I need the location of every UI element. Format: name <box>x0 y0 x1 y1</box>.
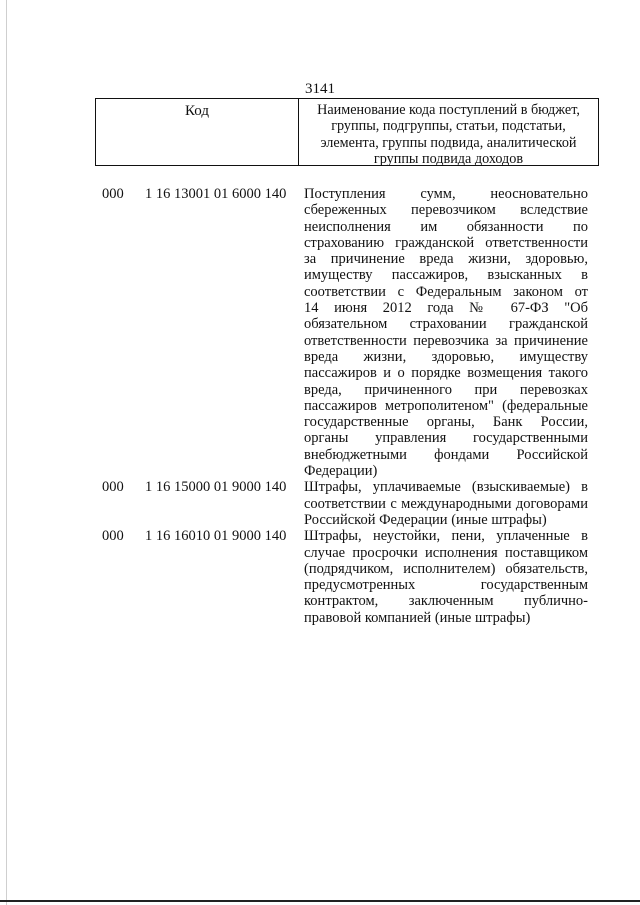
description-line: Российской Федерации (иные штрафы) <box>304 511 547 528</box>
description-line: ответственности перевозчика за причинение <box>304 332 588 349</box>
revenue-description <box>304 479 588 528</box>
description-line: соответствии с Федеральным законом от <box>304 283 588 300</box>
description-line: неисполнения им обязанности по <box>304 218 588 235</box>
description-line: пассажиров и о порядке возмещения такого <box>304 365 588 382</box>
description-line: Поступления сумм, неосновательно <box>304 186 588 202</box>
revenue-code: 1 16 13001 01 6000 140 <box>145 186 287 202</box>
description-line: имуществу пассажиров, взысканных в <box>304 267 588 284</box>
description-line: пассажиров метрополитеном" (федеральные <box>304 397 588 414</box>
revenue-description <box>304 186 588 479</box>
header-name-line: Наименование кода поступлений в бюджет, <box>317 102 580 118</box>
header-code-cell: Код <box>96 99 299 165</box>
revenue-description <box>304 528 588 626</box>
header-name-cell <box>299 99 598 165</box>
description-line: правовой компанией (иные штрафы) <box>304 609 531 626</box>
description-line: обязательном страховании гражданской <box>304 316 588 333</box>
description-line: страхованию гражданской ответственности <box>304 234 588 251</box>
header-name-line: группы, подгруппы, статьи, подстатьи, <box>331 118 566 135</box>
page-number: 3141 <box>305 81 335 97</box>
table-row <box>0 186 640 479</box>
admin-code: 000 <box>102 528 124 545</box>
description-line: соответствии с международными договорами <box>304 495 588 512</box>
description-line: за причинение вреда жизни, здоровью, <box>304 251 588 268</box>
description-line: Штрафы, неустойки, пени, уплаченные в <box>304 528 588 545</box>
description-line: внебюджетными фондами Российской <box>304 446 588 463</box>
header-name-line: элемента, группы подвида, аналитической <box>320 134 577 151</box>
revenue-code: 1 16 16010 01 9000 140 <box>145 528 287 545</box>
description-line: сбереженных перевозчиком вследствие <box>304 202 588 219</box>
description-line: контрактом, заключенным публично- <box>304 593 588 610</box>
revenue-code: 1 16 15000 01 9000 140 <box>145 479 287 496</box>
description-line: Штрафы, уплачиваемые (взыскиваемые) в <box>304 479 588 496</box>
description-line: предусмотренных государственным <box>304 577 588 594</box>
description-line: (подрядчиком, исполнителем) обязательств, <box>304 560 588 577</box>
description-line: органы управления государственными <box>304 430 588 447</box>
table-row <box>0 479 640 528</box>
description-line: вреда, причиненного при перевозках <box>304 381 588 398</box>
table-body <box>0 186 640 626</box>
description-line: 14 июня 2012 года № 67-ФЗ "Об <box>304 300 588 317</box>
description-line: случае просрочки исполнения поставщиком <box>304 544 588 561</box>
description-line: вреда жизни, здоровью, имуществу <box>304 348 588 365</box>
description-line: государственные органы, Банк России, <box>304 414 588 431</box>
table-header <box>95 98 599 166</box>
description-line: Федерации) <box>304 463 378 480</box>
page-bottom-line <box>0 900 640 902</box>
header-name-line: группы подвида доходов <box>373 150 524 167</box>
admin-code: 000 <box>102 479 124 496</box>
admin-code: 000 <box>102 186 124 202</box>
table-row <box>0 528 640 626</box>
